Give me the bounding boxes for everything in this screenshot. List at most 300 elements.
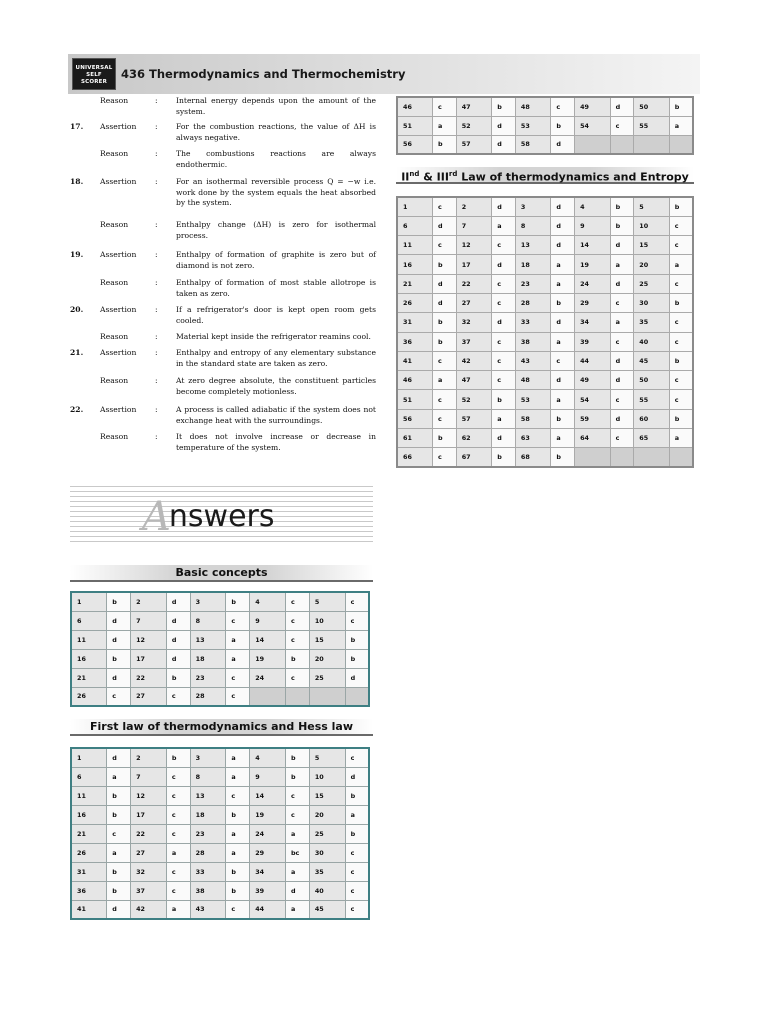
question-number-cell: 33 <box>515 313 551 332</box>
question-number-cell: 35 <box>634 313 670 332</box>
question-number-cell: 20 <box>309 805 345 824</box>
question-number-cell: 25 <box>634 274 670 293</box>
question-number-cell: 45 <box>634 351 670 370</box>
question-number-cell: 47 <box>456 371 492 390</box>
question-number-cell: 7 <box>131 767 167 786</box>
question-colon: : <box>155 122 158 131</box>
question-number-cell: 2 <box>456 197 492 216</box>
question-number-cell: 56 <box>397 409 433 428</box>
answer-option-cell: b <box>492 97 516 116</box>
question-number-cell: 11 <box>71 630 107 649</box>
answer-option-cell: b <box>226 881 250 900</box>
question-number: 18. <box>70 177 84 186</box>
question-number: 21. <box>70 348 84 357</box>
answer-option-cell: c <box>669 332 693 351</box>
question-number-cell: 36 <box>71 881 107 900</box>
question-number-cell: 16 <box>71 649 107 668</box>
question-number-cell: 9 <box>250 767 286 786</box>
answer-option-cell: b <box>285 649 309 668</box>
question-number-cell: 11 <box>71 786 107 805</box>
question-number-cell: 39 <box>250 881 286 900</box>
question-number-cell: 55 <box>634 116 670 135</box>
question-number-cell: 26 <box>397 293 433 312</box>
answer-option-cell: c <box>345 611 369 630</box>
answer-row <box>397 135 693 154</box>
answer-option-cell: c <box>285 786 309 805</box>
answer-option-cell: a <box>610 313 634 332</box>
universal-self-scorer-logo <box>72 58 116 90</box>
question-number-cell: 30 <box>634 293 670 312</box>
answer-row <box>397 216 693 235</box>
answer-option-cell: c <box>433 197 457 216</box>
answer-row <box>71 900 369 919</box>
empty-cell <box>669 448 693 467</box>
question-colon: : <box>155 177 158 186</box>
question-label: Assertion <box>100 405 137 414</box>
question-number-cell: 26 <box>71 687 107 706</box>
answer-option-cell: c <box>166 824 190 843</box>
question-colon: : <box>155 250 158 259</box>
question-row <box>70 278 376 305</box>
question-row <box>70 348 376 376</box>
question-number: 22. <box>70 405 84 414</box>
answer-option-cell: c <box>433 409 457 428</box>
answer-option-cell: d <box>345 668 369 687</box>
answer-option-cell: a <box>551 332 575 351</box>
question-label: Reason <box>100 332 129 341</box>
answers-heading <box>142 494 275 540</box>
question-number-cell: 18 <box>515 255 551 274</box>
answer-option-cell: d <box>551 371 575 390</box>
answer-option-cell: d <box>610 97 634 116</box>
question-number-cell: 28 <box>190 843 226 862</box>
answer-option-cell: c <box>551 351 575 370</box>
answer-option-cell: a <box>610 255 634 274</box>
question-number-cell: 22 <box>131 668 167 687</box>
answer-option-cell: b <box>551 448 575 467</box>
answers-heading-rest: nswers <box>168 499 275 534</box>
answer-option-cell: c <box>285 668 309 687</box>
answer-option-cell: c <box>669 390 693 409</box>
question-text: If a refrigerator's door is kept open room gets cooled. <box>176 305 376 325</box>
answer-option-cell: b <box>551 116 575 135</box>
question-number-cell: 46 <box>397 371 433 390</box>
question-number-cell: 45 <box>309 900 345 919</box>
answer-row <box>71 805 369 824</box>
answer-option-cell: b <box>345 649 369 668</box>
question-number-cell: 68 <box>515 448 551 467</box>
answer-option-cell: b <box>551 293 575 312</box>
question-number-cell: 48 <box>515 97 551 116</box>
answer-option-cell: d <box>166 592 190 611</box>
question-row <box>70 149 376 177</box>
answer-option-cell: c <box>433 448 457 467</box>
question-number-cell: 47 <box>456 97 492 116</box>
answer-option-cell: c <box>345 900 369 919</box>
answer-option-cell: a <box>226 630 250 649</box>
answer-option-cell: c <box>492 332 516 351</box>
question-number-cell: 1 <box>71 748 107 767</box>
question-number-cell: 39 <box>575 332 611 351</box>
question-number-cell: 11 <box>397 236 433 255</box>
question-number-cell: 37 <box>456 332 492 351</box>
answer-option-cell: c <box>226 687 250 706</box>
question-number-cell: 16 <box>397 255 433 274</box>
answer-option-cell: b <box>492 390 516 409</box>
question-number-cell: 1 <box>397 197 433 216</box>
answer-option-cell: b <box>107 862 131 881</box>
question-row <box>70 305 376 332</box>
answer-option-cell: a <box>285 900 309 919</box>
answer-option-cell: d <box>492 255 516 274</box>
answer-option-cell: b <box>433 332 457 351</box>
question-number-cell: 36 <box>397 332 433 351</box>
question-number-cell: 44 <box>250 900 286 919</box>
answer-option-cell: a <box>285 862 309 881</box>
answer-option-cell: b <box>345 824 369 843</box>
answer-option-cell: c <box>345 881 369 900</box>
question-number-cell: 14 <box>250 630 286 649</box>
answer-option-cell: a <box>551 390 575 409</box>
answer-option-cell: c <box>610 390 634 409</box>
question-number-cell: 57 <box>456 409 492 428</box>
question-number-cell: 54 <box>575 116 611 135</box>
question-number-cell: 14 <box>575 236 611 255</box>
question-number-cell: 5 <box>309 592 345 611</box>
question-label: Assertion <box>100 177 137 186</box>
question-number-cell: 9 <box>250 611 286 630</box>
answer-option-cell: c <box>226 668 250 687</box>
question-number-cell: 32 <box>131 862 167 881</box>
answer-option-cell: bc <box>285 843 309 862</box>
question-number-cell: 4 <box>575 197 611 216</box>
answer-option-cell: b <box>226 592 250 611</box>
question-label: Assertion <box>100 305 137 314</box>
question-number-cell: 32 <box>456 313 492 332</box>
answer-option-cell: d <box>107 611 131 630</box>
question-number-cell: 22 <box>131 824 167 843</box>
question-number-cell: 51 <box>397 390 433 409</box>
answer-option-cell: a <box>669 255 693 274</box>
question-number-cell: 64 <box>575 429 611 448</box>
answer-option-cell: a <box>166 843 190 862</box>
question-number-cell: 10 <box>309 767 345 786</box>
logo-line-1: UNIVERSAL <box>75 65 113 71</box>
question-number-cell: 16 <box>71 805 107 824</box>
question-text: Enthalpy of formation of most stable allotrope is taken as zero. <box>176 278 376 298</box>
answer-option-cell: d <box>107 668 131 687</box>
empty-cell <box>575 448 611 467</box>
answer-option-cell: c <box>492 293 516 312</box>
question-row <box>70 250 376 278</box>
question-number-cell: 65 <box>634 429 670 448</box>
empty-cell <box>309 687 345 706</box>
question-number-cell: 10 <box>634 216 670 235</box>
question-number-cell: 17 <box>456 255 492 274</box>
answer-option-cell: c <box>433 97 457 116</box>
question-label: Reason <box>100 149 129 158</box>
question-number-cell: 43 <box>190 900 226 919</box>
question-number-cell: 43 <box>515 351 551 370</box>
answer-option-cell: d <box>107 900 131 919</box>
answers-heading-initial: A <box>142 494 171 540</box>
question-text: A process is called adiabatic if the system does not exchange heat with the surroundings. <box>176 405 376 425</box>
answer-option-cell: b <box>226 805 250 824</box>
assertion-reason-questions <box>70 96 376 456</box>
question-text: Enthalpy change (ΔH) is zero for isothermal process. <box>176 220 376 240</box>
question-number-cell: 17 <box>131 649 167 668</box>
question-number-cell: 33 <box>190 862 226 881</box>
answer-row <box>397 332 693 351</box>
answer-option-cell: d <box>433 274 457 293</box>
question-row <box>70 220 376 250</box>
question-number-cell: 23 <box>515 274 551 293</box>
question-number-cell: 22 <box>456 274 492 293</box>
question-number: 20. <box>70 305 84 314</box>
question-number-cell: 29 <box>250 843 286 862</box>
question-number-cell: 19 <box>250 805 286 824</box>
empty-cell <box>669 135 693 154</box>
answer-table-second-third-law <box>396 196 694 468</box>
question-number-cell: 27 <box>131 843 167 862</box>
answer-option-cell: a <box>669 116 693 135</box>
answer-option-cell: a <box>285 824 309 843</box>
question-number-cell: 15 <box>309 786 345 805</box>
question-number: 19. <box>70 250 84 259</box>
answers-banner <box>70 486 373 546</box>
answer-row <box>71 862 369 881</box>
answer-option-cell: a <box>166 900 190 919</box>
answer-option-cell: d <box>551 197 575 216</box>
answer-row <box>397 274 693 293</box>
question-number-cell: 61 <box>397 429 433 448</box>
section-title-basic-concepts: Basic concepts <box>70 565 373 582</box>
question-colon: : <box>155 432 158 441</box>
answer-option-cell: c <box>226 786 250 805</box>
question-number-cell: 41 <box>397 351 433 370</box>
answer-option-cell: d <box>610 409 634 428</box>
title-sup: nd <box>409 170 420 178</box>
question-text: Material kept inside the refrigerator reamins cool. <box>176 332 371 341</box>
question-number-cell: 8 <box>190 611 226 630</box>
question-number-cell: 2 <box>131 592 167 611</box>
answer-option-cell: c <box>285 611 309 630</box>
empty-cell <box>345 687 369 706</box>
question-number-cell: 12 <box>131 786 167 805</box>
answer-option-cell: b <box>669 409 693 428</box>
answer-option-cell: c <box>107 687 131 706</box>
question-number-cell: 56 <box>397 135 433 154</box>
answer-option-cell: c <box>669 236 693 255</box>
answer-row <box>397 409 693 428</box>
empty-cell <box>250 687 286 706</box>
question-number-cell: 67 <box>456 448 492 467</box>
question-number-cell: 57 <box>456 135 492 154</box>
answer-option-cell: d <box>492 429 516 448</box>
answer-option-cell: a <box>226 824 250 843</box>
answer-option-cell: a <box>226 748 250 767</box>
answer-option-cell: c <box>166 786 190 805</box>
answer-option-cell: d <box>551 313 575 332</box>
answer-option-cell: c <box>345 843 369 862</box>
answer-row <box>397 293 693 312</box>
question-number-cell: 66 <box>397 448 433 467</box>
question-number-cell: 24 <box>250 824 286 843</box>
answer-option-cell: d <box>166 611 190 630</box>
question-text: For the combustion reactions, the value of ΔH is always negative. <box>176 122 376 142</box>
answer-option-cell: d <box>166 649 190 668</box>
question-label: Reason <box>100 96 129 105</box>
answer-row <box>397 313 693 332</box>
question-number-cell: 25 <box>309 824 345 843</box>
question-number: 17. <box>70 122 84 131</box>
answer-option-cell: a <box>226 649 250 668</box>
answer-option-cell: b <box>226 862 250 881</box>
answer-option-cell: c <box>492 351 516 370</box>
question-text: For an isothermal reversible process Q = −w i.e. work done by the system equals the heat absorbed by the system. <box>176 177 376 207</box>
answer-option-cell: d <box>433 293 457 312</box>
title-part: & III <box>419 170 449 184</box>
answer-option-cell: b <box>345 786 369 805</box>
question-number-cell: 8 <box>515 216 551 235</box>
answer-option-cell: b <box>669 293 693 312</box>
question-number-cell: 7 <box>131 611 167 630</box>
question-number-cell: 26 <box>71 843 107 862</box>
question-label: Reason <box>100 376 129 385</box>
question-number-cell: 40 <box>309 881 345 900</box>
question-number-cell: 21 <box>71 668 107 687</box>
question-number-cell: 53 <box>515 390 551 409</box>
question-number-cell: 2 <box>131 748 167 767</box>
question-number-cell: 19 <box>250 649 286 668</box>
question-number-cell: 17 <box>131 805 167 824</box>
answer-option-cell: d <box>107 748 131 767</box>
answer-option-cell: c <box>669 313 693 332</box>
question-colon: : <box>155 96 158 105</box>
question-number-cell: 49 <box>575 371 611 390</box>
answer-option-cell: c <box>669 274 693 293</box>
answer-option-cell: c <box>166 767 190 786</box>
question-number-cell: 23 <box>190 824 226 843</box>
question-number-cell: 13 <box>515 236 551 255</box>
empty-cell <box>610 448 634 467</box>
question-colon: : <box>155 348 158 357</box>
empty-cell <box>285 687 309 706</box>
logo-line-2: SELF SCORER <box>80 72 108 85</box>
question-number-cell: 21 <box>397 274 433 293</box>
question-number-cell: 14 <box>250 786 286 805</box>
answer-option-cell: c <box>345 862 369 881</box>
question-number-cell: 8 <box>190 767 226 786</box>
answer-option-cell: c <box>492 371 516 390</box>
answer-option-cell: c <box>551 97 575 116</box>
answer-option-cell: d <box>345 767 369 786</box>
question-number-cell: 50 <box>634 371 670 390</box>
empty-cell <box>634 448 670 467</box>
question-number-cell: 23 <box>190 668 226 687</box>
empty-cell <box>610 135 634 154</box>
page-header <box>68 54 700 94</box>
answer-row <box>71 786 369 805</box>
answer-option-cell: d <box>551 236 575 255</box>
question-number-cell: 25 <box>309 668 345 687</box>
question-number-cell: 31 <box>397 313 433 332</box>
question-number-cell: 52 <box>456 390 492 409</box>
answer-option-cell: c <box>166 881 190 900</box>
question-row <box>70 122 376 149</box>
answer-option-cell: d <box>610 236 634 255</box>
question-text: Internal energy depends upon the amount of the system. <box>176 96 376 116</box>
question-number-cell: 35 <box>309 862 345 881</box>
question-number-cell: 5 <box>634 197 670 216</box>
question-number-cell: 44 <box>575 351 611 370</box>
question-number-cell: 58 <box>515 135 551 154</box>
answer-option-cell: a <box>226 767 250 786</box>
question-number-cell: 34 <box>575 313 611 332</box>
question-number-cell: 3 <box>190 592 226 611</box>
question-number-cell: 4 <box>250 592 286 611</box>
question-number-cell: 12 <box>456 236 492 255</box>
question-number-cell: 15 <box>309 630 345 649</box>
question-label: Assertion <box>100 348 137 357</box>
answer-option-cell: b <box>433 429 457 448</box>
answer-row <box>397 236 693 255</box>
answer-option-cell: d <box>551 216 575 235</box>
answer-option-cell: b <box>433 135 457 154</box>
question-row <box>70 432 376 456</box>
answer-option-cell: c <box>433 390 457 409</box>
answer-option-cell: b <box>669 351 693 370</box>
question-number-cell: 13 <box>190 786 226 805</box>
answer-option-cell: b <box>345 630 369 649</box>
question-number-cell: 15 <box>634 236 670 255</box>
answer-option-cell: c <box>669 216 693 235</box>
question-number-cell: 13 <box>190 630 226 649</box>
question-label: Reason <box>100 432 129 441</box>
question-number-cell: 30 <box>309 843 345 862</box>
answer-option-cell: b <box>492 448 516 467</box>
answer-row <box>71 668 369 687</box>
question-colon: : <box>155 220 158 229</box>
answer-option-cell: d <box>492 116 516 135</box>
question-number-cell: 29 <box>575 293 611 312</box>
question-row <box>70 96 376 122</box>
question-number-cell: 4 <box>250 748 286 767</box>
answer-option-cell: b <box>166 668 190 687</box>
question-number-cell: 63 <box>515 429 551 448</box>
question-number-cell: 24 <box>250 668 286 687</box>
answer-option-cell: b <box>107 649 131 668</box>
question-number-cell: 18 <box>190 649 226 668</box>
page-title: 436 Thermodynamics and Thermochemistry <box>121 67 406 81</box>
answer-row <box>397 97 693 116</box>
answer-row <box>71 687 369 706</box>
answer-option-cell: a <box>345 805 369 824</box>
answer-row <box>71 630 369 649</box>
answer-option-cell: b <box>107 805 131 824</box>
answer-row <box>397 351 693 370</box>
answer-option-cell: c <box>285 592 309 611</box>
answer-row <box>397 255 693 274</box>
answer-option-cell: b <box>610 216 634 235</box>
answer-row <box>71 881 369 900</box>
question-text: At zero degree absolute, the constituent particles become completely motionless. <box>176 376 376 396</box>
question-text: Enthalpy and entropy of any elementary substance in the standard state are taken as zero. <box>176 348 376 368</box>
answer-row <box>71 767 369 786</box>
answer-row <box>71 843 369 862</box>
answer-row <box>71 824 369 843</box>
answer-option-cell: b <box>285 748 309 767</box>
